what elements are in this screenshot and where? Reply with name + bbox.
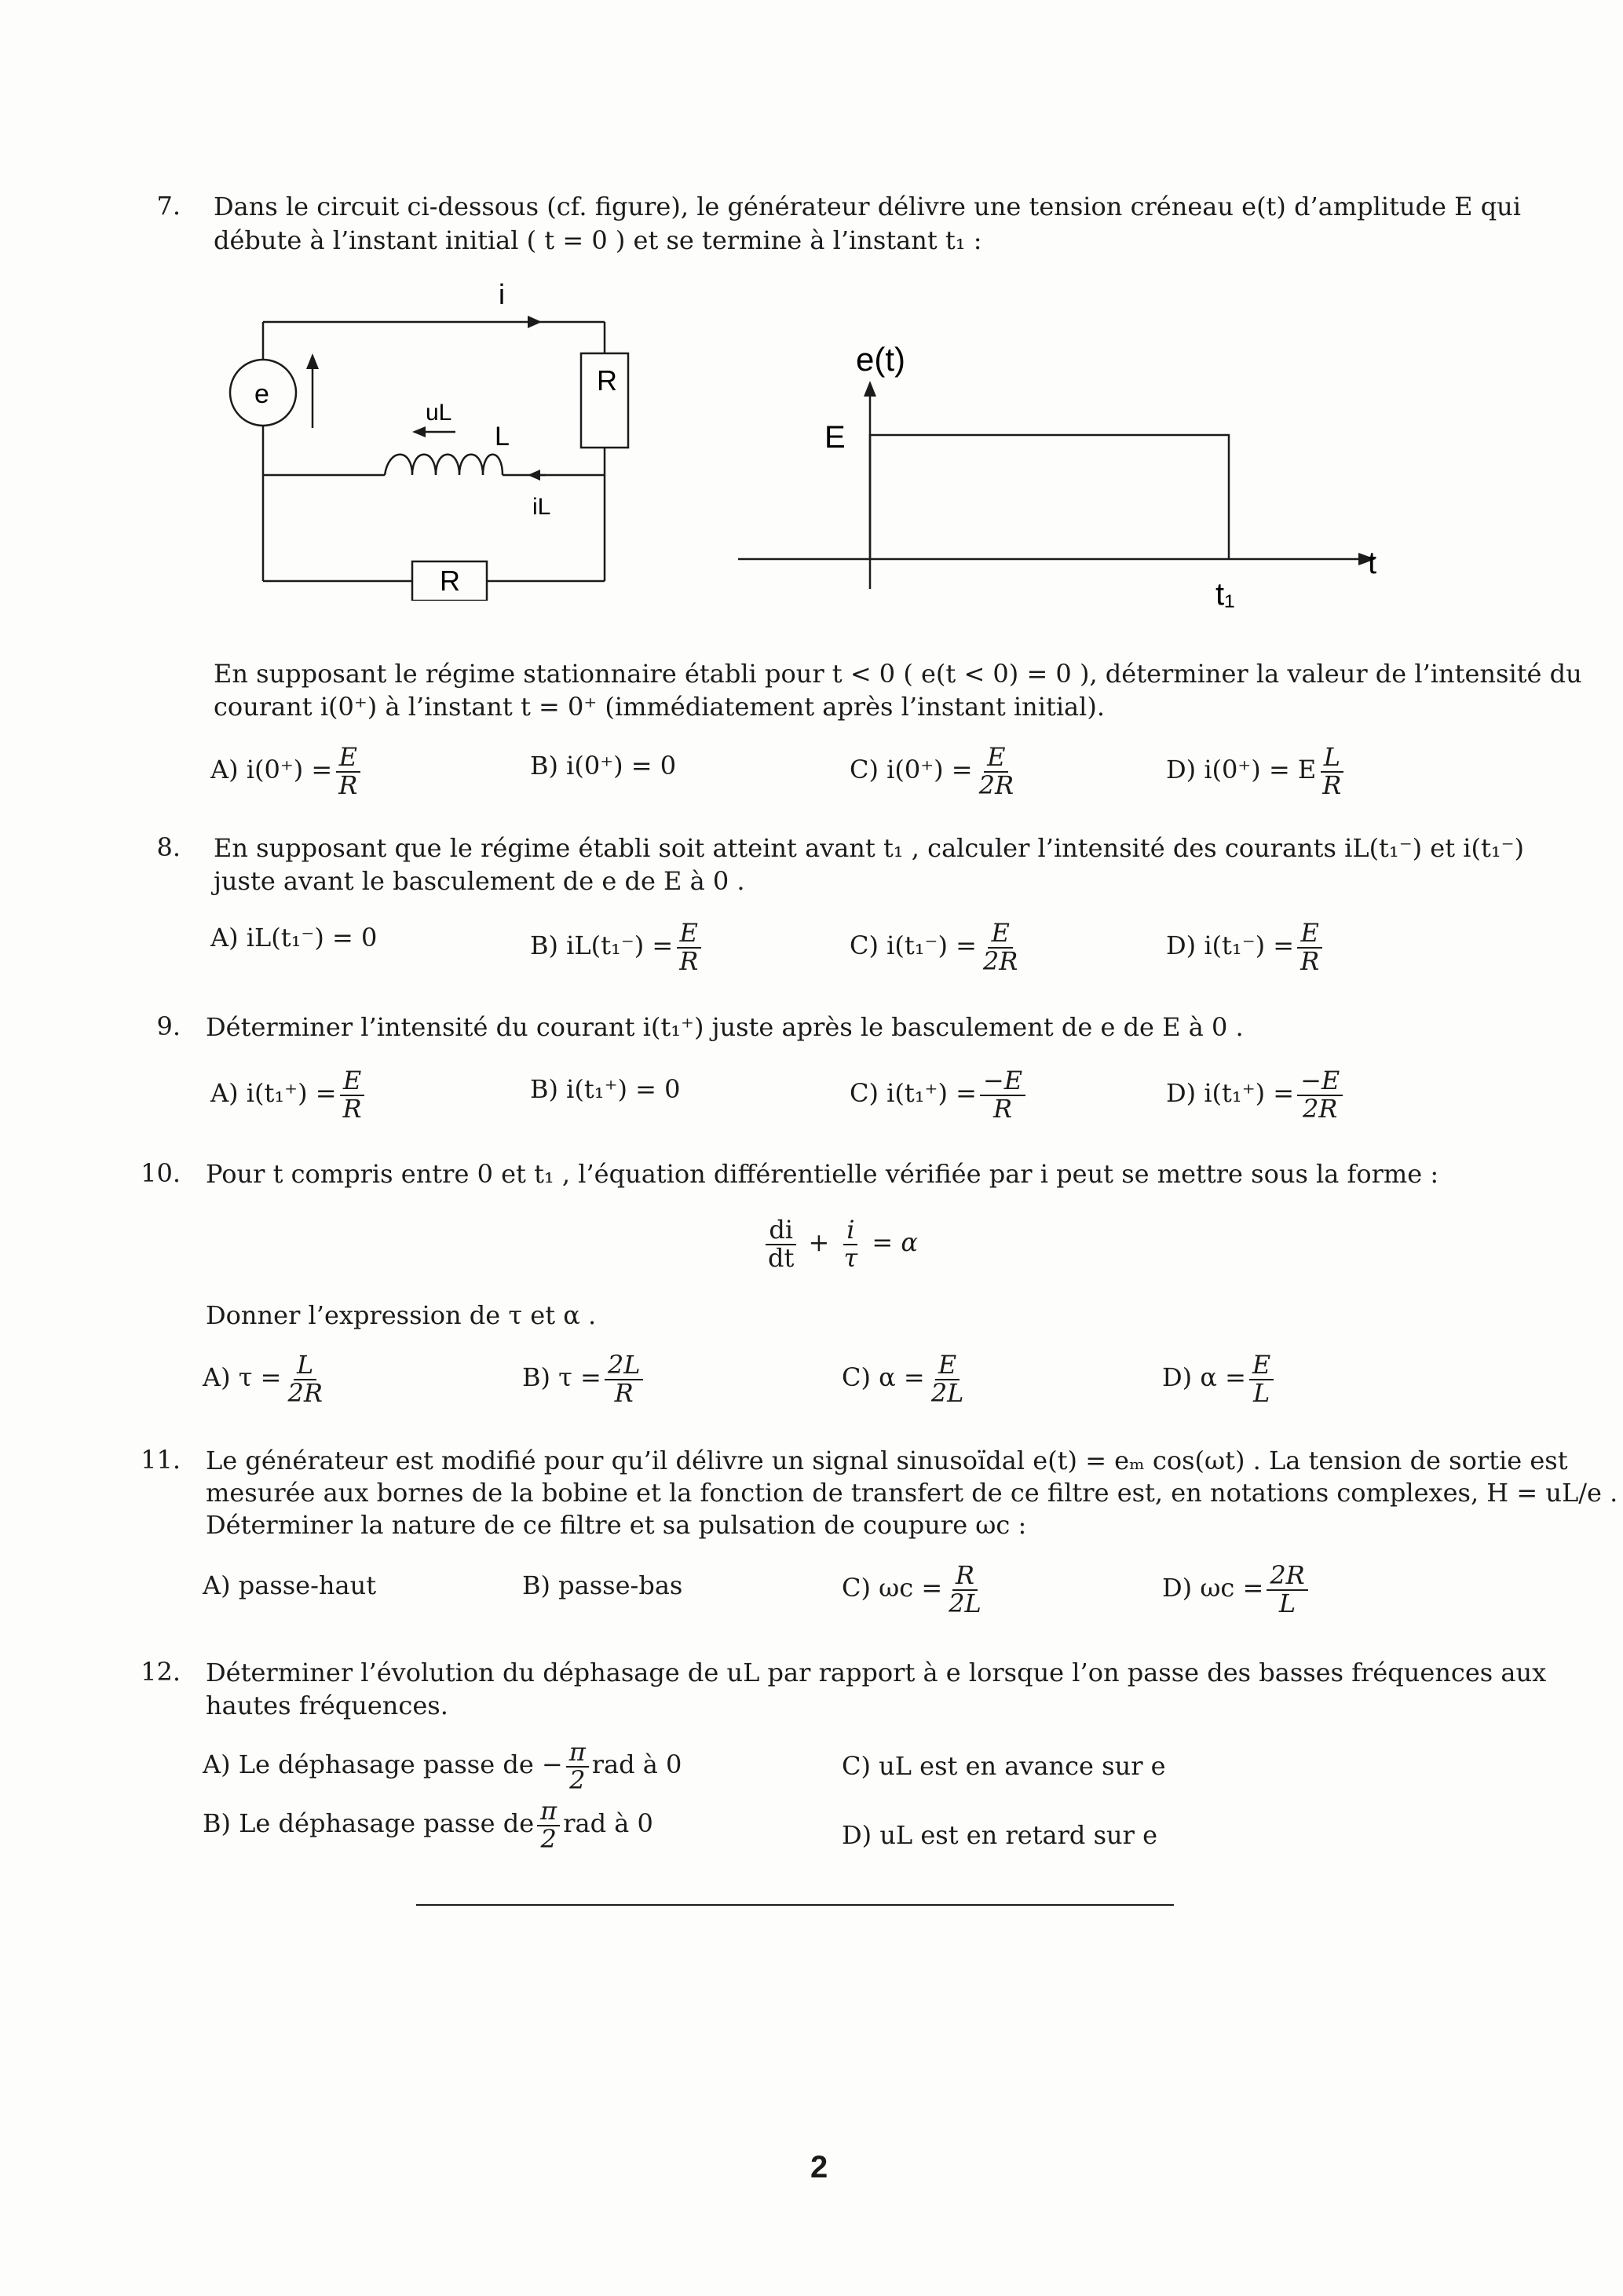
label-uL: uL [426, 400, 452, 426]
q8-option-d[interactable]: D) i(t₁⁻) = $\frac{E}{R}$ [1166, 920, 1325, 974]
label-amplitude-E: E [824, 420, 846, 455]
page-number: 2 [810, 2150, 828, 2184]
circuit-diagram [220, 279, 675, 601]
q10-text-line1: Pour t compris entre 0 et t₁ , l’équation différentielle vérifiée par i peut se mettre sous la forme : [206, 1159, 1439, 1189]
q7-option-a[interactable]: A) i(0⁺) = $\frac{E}{R}$ [210, 744, 364, 799]
q12-text-line1: Déterminer l’évolution du déphasage de uL par rapport à e lorsque l’on passe des basses fréquences aux [206, 1658, 1547, 1687]
q8-text-line1: En supposant que le régime établi soit atteint avant t₁ , calculer l’intensité des courants iL(t₁⁻) et i(t₁⁻) [214, 833, 1525, 863]
q11-text-line2: mesurée aux bornes de la bobine et la fonction de transfert de ce filtre est, en notations complexes, H = uL/e . [206, 1478, 1618, 1508]
q11-text-line3: Déterminer la nature de ce filtre et sa pulsation de coupure ωc : [206, 1510, 1027, 1540]
label-e: e [254, 379, 269, 409]
q11-option-b[interactable]: B) passe-bas [522, 1570, 683, 1600]
q8-option-b[interactable]: B) iL(t₁⁻) = $\frac{E}{R}$ [530, 920, 704, 974]
q7-text-line3: En supposant le régime stationnaire établi pour t < 0 ( e(t < 0) = 0 ), déterminer la valeur de l’intensité du [214, 659, 1582, 689]
q8-number: 8. [156, 832, 181, 862]
label-R-bottom: R [440, 565, 460, 597]
q7-text-line1: Dans le circuit ci-dessous (cf. figure), le générateur délivre une tension créneau e(t) d’amplitude E qui [214, 192, 1522, 221]
signal-plot [730, 338, 1437, 620]
end-separator [416, 1904, 1174, 1906]
q8-text-line2: juste avant le basculement de e de E à 0 . [214, 866, 745, 896]
q7-text-line4: courant i(0⁺) à l’instant t = 0⁺ (immédiatement après l’instant initial). [214, 692, 1106, 722]
q12-option-b[interactable]: B) Le déphasage passe de $\frac{\pi}{2}$ rad à 0 [203, 1796, 653, 1854]
label-i: i [499, 279, 505, 310]
label-R-top: R [597, 364, 617, 397]
q9-option-a[interactable]: A) i(t₁⁺) = $\frac{E}{R}$ [210, 1068, 368, 1122]
q9-option-b[interactable]: B) i(t₁⁺) = 0 [530, 1074, 681, 1104]
q8-option-c[interactable]: C) i(t₁⁻) = $\frac{E}{2R}$ [850, 918, 1018, 976]
q11-option-a[interactable]: A) passe-haut [203, 1570, 377, 1600]
label-t-axis: t [1368, 546, 1377, 580]
q10-differential-equation: $\frac{di}{dt}$ + $\frac{i}{\tau}$ = α [762, 1217, 918, 1271]
q8-option-a[interactable]: A) iL(t₁⁻) = 0 [210, 923, 378, 952]
q12-number: 12. [141, 1657, 181, 1687]
q7-text-line2: débute à l’instant initial ( t = 0 ) et se termine à l’instant t₁ : [214, 225, 982, 255]
q10-option-d[interactable]: D) α = $\frac{E}{L}$ [1162, 1352, 1277, 1406]
q7-option-b[interactable]: B) i(0⁺) = 0 [530, 751, 677, 781]
q7-option-c[interactable]: C) i(0⁺) = $\frac{E}{2R}$ [850, 742, 1014, 800]
q12-text-line2: hautes fréquences. [206, 1691, 448, 1720]
q10-option-a[interactable]: A) τ = $\frac{L}{2R}$ [203, 1350, 323, 1408]
label-e-of-t: e(t) [856, 341, 905, 378]
q7-number: 7. [156, 191, 181, 221]
q10-option-c[interactable]: C) α = $\frac{E}{2L}$ [842, 1350, 964, 1408]
q11-text-line1: Le générateur est modifié pour qu’il délivre un signal sinusoïdal e(t) = eₘ cos(ωt) . La tension de sortie est [206, 1446, 1568, 1475]
q10-number: 10. [141, 1158, 181, 1188]
q12-option-d[interactable]: D) uL est en retard sur e [842, 1820, 1158, 1850]
q11-option-c[interactable]: C) ωc = $\frac{R}{2L}$ [842, 1560, 981, 1618]
q9-option-d[interactable]: D) i(t₁⁺) = $\frac{-E}{2R}$ [1166, 1068, 1346, 1122]
q10-option-b[interactable]: B) τ = $\frac{2L}{R}$ [522, 1352, 646, 1406]
q9-text-line1: Déterminer l’intensité du courant i(t₁⁺) juste après le basculement de e de E à 0 . [206, 1012, 1244, 1042]
q12-option-a[interactable]: A) Le déphasage passe de − $\frac{\pi}{2}$ rad à 0 [203, 1737, 682, 1795]
q9-option-c[interactable]: C) i(t₁⁺) = $\frac{-E}{R}$ [850, 1068, 1029, 1122]
q9-number: 9. [156, 1011, 181, 1041]
q11-option-d[interactable]: D) ωc = $\frac{2R}{L}$ [1162, 1563, 1311, 1617]
q10-text-line2: Donner l’expression de τ et α . [206, 1300, 597, 1330]
q7-option-d[interactable]: D) i(0⁺) = E $\frac{L}{R}$ [1166, 744, 1347, 799]
q11-number: 11. [141, 1445, 181, 1475]
label-t1: t₁ [1215, 577, 1235, 612]
q12-option-c[interactable]: C) uL est en avance sur e [842, 1751, 1166, 1781]
label-iL: iL [532, 494, 551, 520]
label-L: L [495, 422, 510, 452]
